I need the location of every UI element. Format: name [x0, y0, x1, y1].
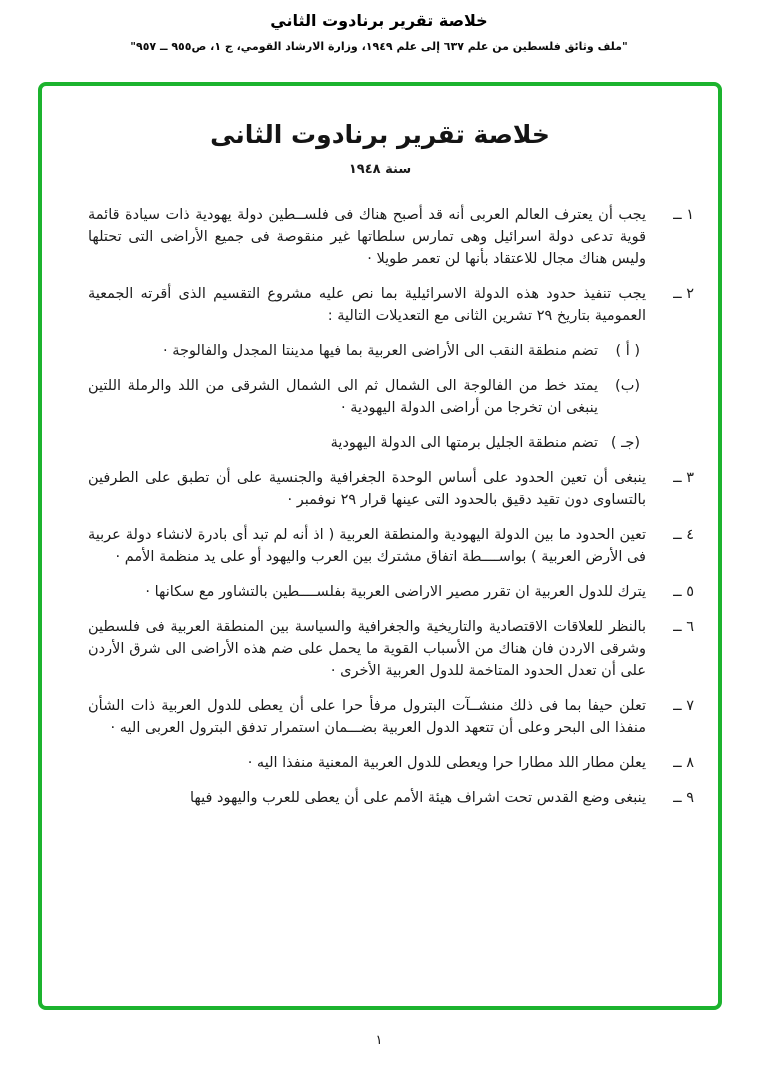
item-text: يجب تنفيذ حدود هذه الدولة الاسرائيلية بما نص عليه مشروع التقسيم الذى أقرته الجمعية العمومية بتاريخ ٢٩ تشرين الثانى مع التعديلات التالية : [88, 286, 646, 324]
item-text: ينبغى أن تعين الحدود على أساس الوحدة الجغرافية والجنسية على أن تطبق على الطرفين بالتساوى دون تقيد دقيق بالحدود التى عينها قرار ٢٩ نوفمبر · [88, 470, 646, 508]
sub-list-item [88, 340, 640, 362]
item-text: يجب أن يعترف العالم العربى أنه قد أصبح هناك فى فلســطين دولة يهودية ذات سيادة قائمة قوية تدعى دولة اسرائيل وهى تمارس سلطاتها غير منقوصة فى جميع الأراضى التى تحتلها وليس هناك مجال للاعتقاد بأنها لن تعمر طويلا · [88, 207, 646, 267]
item-number: ٧ ــ [673, 698, 694, 714]
list-item [88, 616, 694, 682]
subitem-text: تضم منطقة النقب الى الأراضى العربية بما فيها مدينتا المجدل والفالوجة · [162, 343, 598, 359]
item-number: ٩ ــ [673, 790, 694, 806]
list-item [88, 581, 694, 603]
page-number: ١ [375, 1033, 383, 1048]
sub-list-item [88, 375, 640, 419]
item-text: ينبغى وضع القدس تحت اشراف هيئة الأمم على أن يعطى للعرب واليهود فيها [189, 790, 646, 806]
item-text: بالنظر للعلاقات الاقتصادية والتاريخية والجغرافية والسياسة بين المنطقة العربية فى فلسطين وشرقى الاردن فان هناك من الأسباب القوية ما يحمل على ضم هذه الأراضى الى شرق الأردن على أن تعدل الحدود المتاخمة للدول العربية الأخرى · [88, 619, 646, 679]
document-title: خلاصة تقرير برنادوت الثانى [210, 120, 550, 149]
subitem-marker: (جـ ) [610, 435, 640, 451]
list-item [88, 524, 694, 568]
item-number: ٥ ــ [673, 584, 694, 600]
source-citation: "ملف وثائق فلسطين من علم ٦٣٧ إلى علم ١٩٤٩، وزارة الارشاد القومي، ج ١، ص٩٥٥ ــ ٩٥٧" [130, 40, 628, 53]
item-number: ٤ ــ [673, 527, 694, 543]
item-text: تعين الحدود ما بين الدولة اليهودية والمنطقة العربية ( اذ أنه لم تبد أى بادرة لانشاء دولة عربية فى الأرض العربية ) بواســــطة اتفاق مشترك بين العرب واليهود أو على يد منظمة الأمم · [88, 527, 646, 565]
document-frame [38, 82, 722, 1010]
subitem-marker: ( أ ) [615, 343, 640, 359]
subitem-text: تضم منطقة الجليل برمتها الى الدولة اليهودية [330, 435, 598, 451]
item-text: يعلن مطار اللد مطارا حرا ويعطى للدول العربية المعنية منفذا اليه · [247, 755, 646, 771]
list-item [88, 204, 694, 270]
subitem-marker: (ب) [615, 378, 640, 394]
list-item [88, 695, 694, 739]
item-number: ٨ ــ [673, 755, 694, 771]
sub-list-item [88, 432, 640, 454]
document-body [42, 177, 718, 809]
document-year: سنة ١٩٤٨ [348, 162, 412, 177]
subitem-text: يمتد خط من الفالوجة الى الشمال ثم الى الشمال الشرقى من اللد والرملة اللتين ينبغى ان تخرجا من أراضى الدولة اليهودية · [88, 378, 598, 416]
item-number: ٦ ــ [673, 619, 694, 635]
page-header [0, 0, 758, 53]
page-title: خلاصة تقرير برنادوت الثاني [270, 11, 488, 30]
list-item [88, 283, 694, 454]
item-text: يترك للدول العربية ان تقرر مصير الاراضى العربية بفلســــطين بالتشاور مع سكانها · [145, 584, 646, 600]
item-number: ٣ ــ [673, 470, 694, 486]
item-text: تعلن حيفا بما فى ذلك منشــآت البترول مرفأ حرا على أن يعطى للدول العربية ذات الشأن منفذا الى البحر وعلى أن تتعهد الدول العربية بضـــمان استمرار تدفق البترول العربى اليه · [88, 698, 646, 736]
list-item [88, 787, 694, 809]
list-item [88, 752, 694, 774]
item-number: ١ ــ [673, 207, 694, 223]
item-number: ٢ ــ [673, 286, 694, 302]
list-item [88, 467, 694, 511]
